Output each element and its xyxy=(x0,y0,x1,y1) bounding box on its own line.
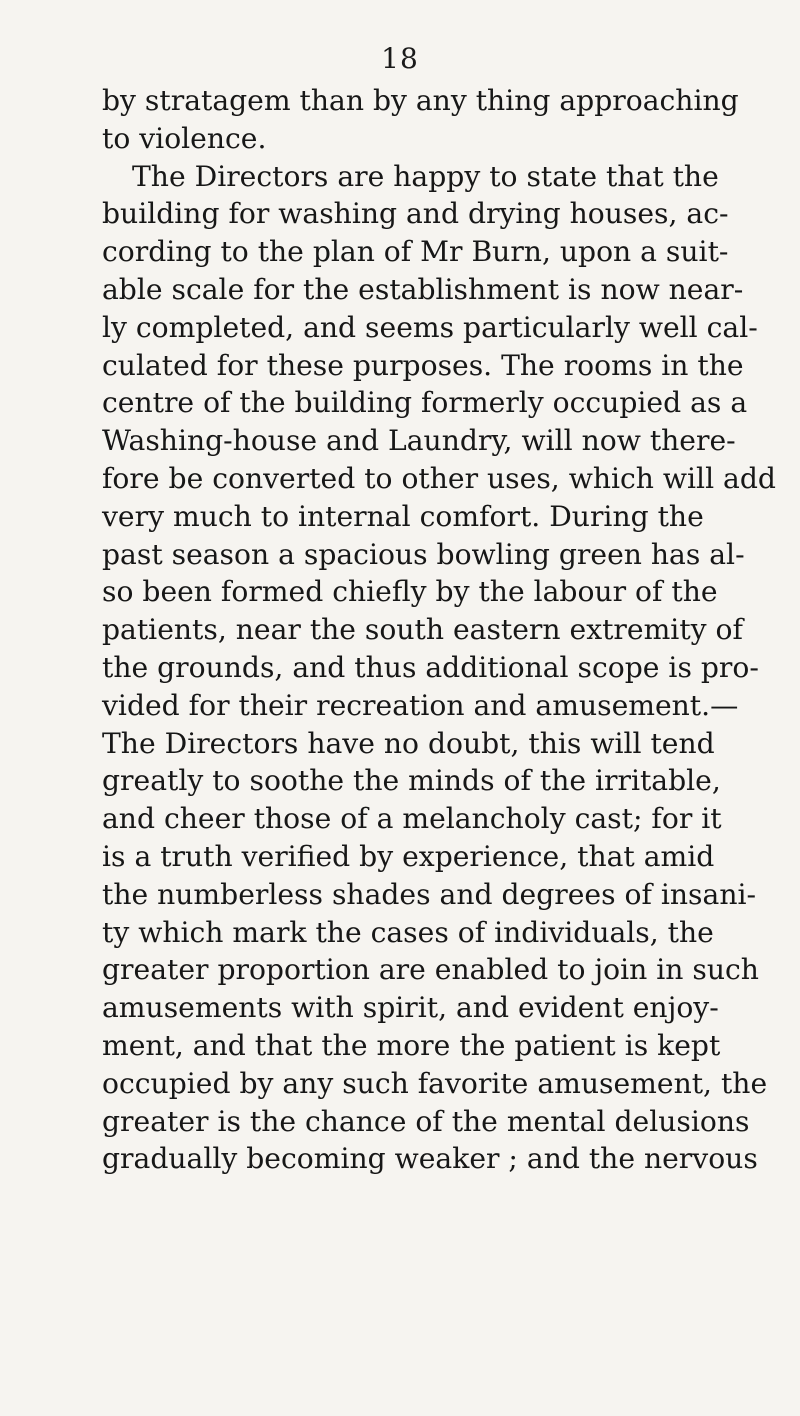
text-line: amusements with spirit, and evident enjoy- xyxy=(102,991,719,1025)
text-line: the numberless shades and degrees of insani- xyxy=(102,877,757,911)
text-line: ty which mark the cases of individuals, the xyxy=(102,915,714,949)
text-line: and cheer those of a melancholy cast; for it xyxy=(102,802,722,836)
text-line: building for washing and drying houses, ac- xyxy=(102,197,729,231)
text-line: fore be converted to other uses, which will add xyxy=(102,461,776,495)
text-line: The Directors have no doubt, this will tend xyxy=(102,726,715,760)
text-line: culated for these purposes. The rooms in the xyxy=(102,348,744,382)
text-line: by stratagem than by any thing approaching xyxy=(102,84,739,117)
text-line: greater is the chance of the mental delusions xyxy=(102,1104,750,1138)
text-line: past season a spacious bowling green has al- xyxy=(102,537,745,571)
text-line: centre of the building formerly occupied as a xyxy=(102,386,748,420)
text-line: is a truth verified by experience, that amid xyxy=(102,839,715,873)
text-line: gradually becoming weaker ; and the nervous xyxy=(102,1142,758,1176)
text-line: occupied by any such favorite amusement, the xyxy=(102,1066,768,1100)
text-line: greater proportion are enabled to join in such xyxy=(102,953,759,987)
text-line: greatly to soothe the minds of the irritable, xyxy=(102,764,721,798)
text-line: cording to the plan of Mr Burn, upon a suit- xyxy=(102,235,729,269)
page-number: 18 xyxy=(381,42,419,75)
text-line: The Directors are happy to state that the xyxy=(132,159,719,193)
text-line: able scale for the establishment is now near- xyxy=(102,272,744,306)
text-line: the grounds, and thus additional scope is pro- xyxy=(102,650,759,684)
text-line: very much to internal comfort. During the xyxy=(102,499,704,533)
text-line: ment, and that the more the patient is kept xyxy=(102,1028,721,1062)
text-line: to violence. xyxy=(102,121,267,155)
body-text xyxy=(102,82,776,1178)
text-line: vided for their recreation and amusement.— xyxy=(102,688,739,722)
text-line: so been formed chiefly by the labour of the xyxy=(102,575,718,609)
text-line: ly completed, and seems particularly well cal- xyxy=(102,310,758,344)
text-line: patients, near the south eastern extremity of xyxy=(102,613,743,647)
text-line: Washing-house and Laundry, will now there- xyxy=(102,424,736,458)
